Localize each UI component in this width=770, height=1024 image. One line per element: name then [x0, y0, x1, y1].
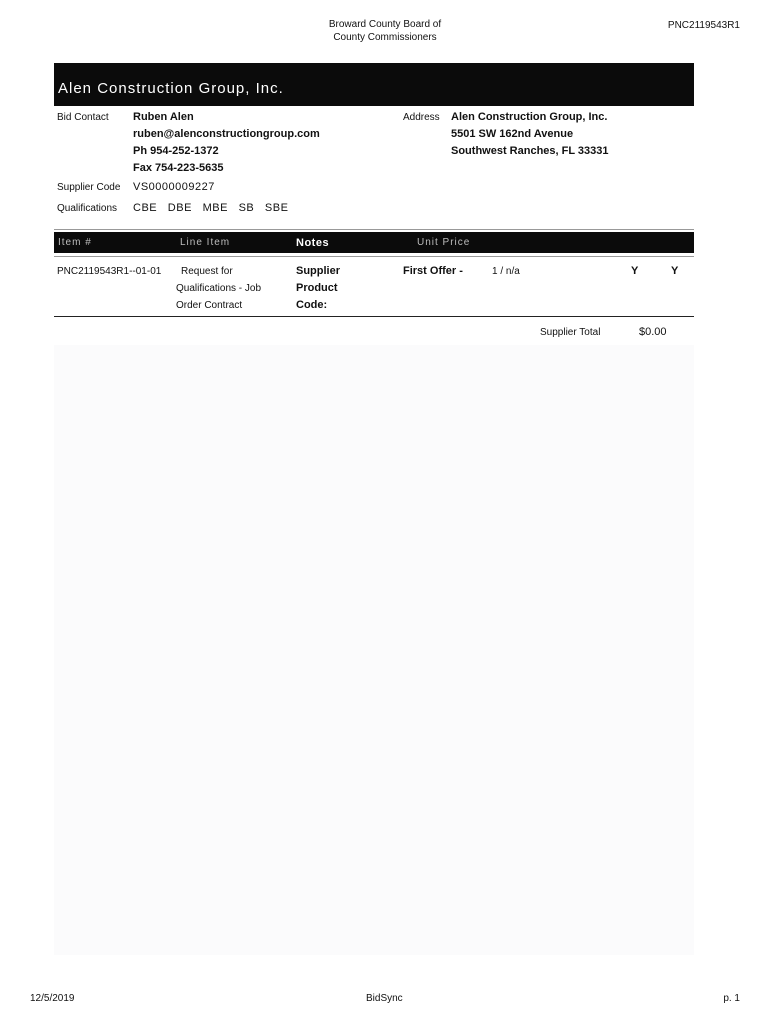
row-flag-2: Y — [671, 265, 679, 277]
address-label: Address — [403, 112, 440, 123]
address-line2: 5501 SW 162nd Avenue — [451, 128, 574, 140]
blank-content-area — [54, 345, 694, 955]
address-line1: Alen Construction Group, Inc. — [451, 111, 608, 123]
table-top-rule — [54, 229, 694, 230]
contact-fax: Fax 754-223-5635 — [133, 162, 224, 174]
qualifications-label: Qualifications — [57, 203, 118, 214]
row-line-item — [176, 263, 261, 314]
header-org-line2: County Commissioners — [333, 32, 437, 43]
col-header-notes: Notes — [296, 237, 330, 249]
notes-text-2: Product — [296, 282, 338, 294]
row-flag-1: Y — [631, 265, 639, 277]
header-org-line1: Broward County Board of — [328, 19, 442, 30]
row-item-number: PNC2119543R1--01-01 — [57, 266, 162, 277]
footer-source: BidSync — [366, 993, 403, 1004]
col-header-unit-price: Unit Price — [417, 237, 471, 248]
contact-phone: Ph 954-252-1372 — [133, 145, 219, 157]
row-notes — [296, 263, 340, 314]
row-offer: First Offer - — [403, 265, 463, 277]
footer-page: p. 1 — [723, 993, 740, 1004]
contact-name: Ruben Alen — [133, 111, 194, 123]
bid-contact-block — [133, 109, 320, 177]
col-header-line-item: Line Item — [180, 237, 231, 248]
bid-contact-label: Bid Contact — [57, 112, 109, 123]
line-item-text-1: Request for — [181, 266, 233, 277]
header-org — [300, 18, 470, 44]
row-qty-unit: 1 / n/a — [492, 266, 520, 277]
notes-text-1: Supplier — [296, 265, 341, 277]
supplier-name: Alen Construction Group, Inc. — [58, 80, 284, 97]
table-header-rule — [54, 256, 694, 257]
doc-number: PNC2119543R1 — [667, 20, 740, 31]
table-bottom-rule — [54, 316, 694, 317]
supplier-total-label: Supplier Total — [540, 327, 601, 338]
supplier-code: VS0000009227 — [133, 181, 215, 193]
contact-email: ruben@alenconstructiongroup.com — [133, 128, 320, 140]
qualifications: CBE DBE MBE SB SBE — [133, 202, 289, 214]
notes-text-3: Code: — [296, 299, 328, 311]
line-item-text-2: Qualifications - Job — [176, 283, 262, 294]
supplier-code-label: Supplier Code — [57, 182, 121, 193]
address-line3: Southwest Ranches, FL 33331 — [451, 145, 609, 157]
address-block — [451, 109, 609, 160]
supplier-total-value: $0.00 — [639, 326, 667, 338]
footer-date: 12/5/2019 — [30, 993, 75, 1004]
col-header-item: Item # — [58, 237, 92, 248]
table-header-bar — [54, 232, 694, 253]
line-item-text-3: Order Contract — [176, 300, 243, 311]
